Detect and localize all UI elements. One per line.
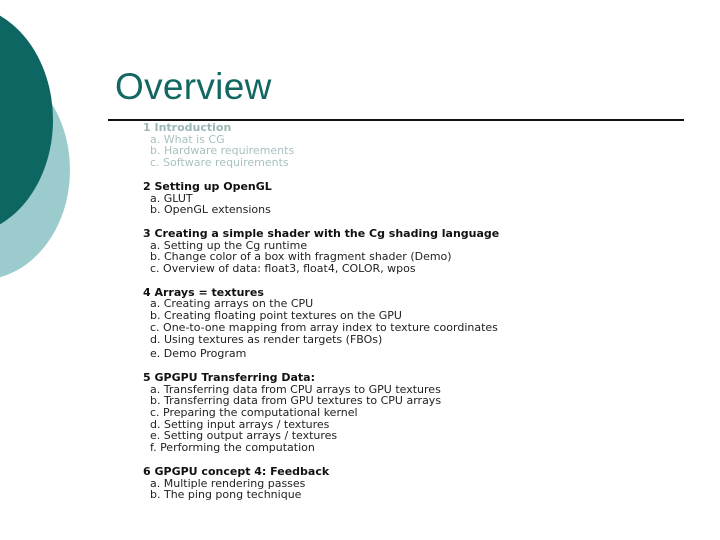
list-item: a. Creating arrays on the CPU [150, 297, 314, 311]
list-item: b. Transferring data from GPU textures to CPU arrays [150, 394, 442, 408]
list-item: a. Setting up the Cg runtime [150, 238, 308, 252]
section-opengl [143, 181, 499, 216]
list-item: e. Demo Program [150, 347, 247, 361]
list-item: c. Preparing the computational kernel [150, 406, 358, 420]
list-item: b. Hardware requirements [150, 144, 295, 158]
list-item: d. Setting input arrays / textures [150, 417, 330, 431]
list-item: b. Creating floating point textures on the GPU [150, 309, 402, 323]
section-heading: 4 Arrays = textures [143, 285, 264, 299]
section-heading: 2 Setting up OpenGL [143, 179, 272, 193]
list-item: a. Multiple rendering passes [150, 476, 306, 490]
section-heading: 3 Creating a simple shader with the Cg shading language [143, 226, 500, 240]
list-item: b. The ping pong technique [150, 488, 302, 502]
list-item: b. OpenGL extensions [150, 203, 271, 217]
section-cg-shader [143, 228, 499, 275]
section-heading: 1 Introduction [143, 121, 232, 134]
list-item: a. What is CG [150, 132, 225, 146]
section-feedback [143, 466, 499, 501]
list-item: c. Software requirements [150, 156, 289, 170]
list-item: a. GLUT [150, 191, 193, 205]
list-item: e. Setting output arrays / textures [150, 429, 338, 443]
section-heading: 5 GPGPU Transferring Data: [143, 370, 315, 384]
list-item: f. Performing the computation [150, 441, 315, 455]
list-item: d. Using textures as render targets (FBOs) [150, 332, 383, 346]
list-item: b. Change color of a box with fragment shader (Demo) [150, 250, 452, 264]
slide-title: Overview [115, 66, 272, 107]
section-introduction [143, 122, 499, 169]
section-arrays-textures [143, 287, 499, 360]
list-item: a. Transferring data from CPU arrays to GPU textures [150, 382, 441, 396]
list-item: c. One-to-one mapping from array index to texture coordinates [150, 320, 498, 334]
section-heading: 6 GPGPU concept 4: Feedback [143, 464, 330, 478]
section-transferring-data [143, 372, 499, 454]
outline-list [143, 122, 499, 513]
list-item: c. Overview of data: float3, float4, COLOR, wpos [150, 262, 416, 276]
